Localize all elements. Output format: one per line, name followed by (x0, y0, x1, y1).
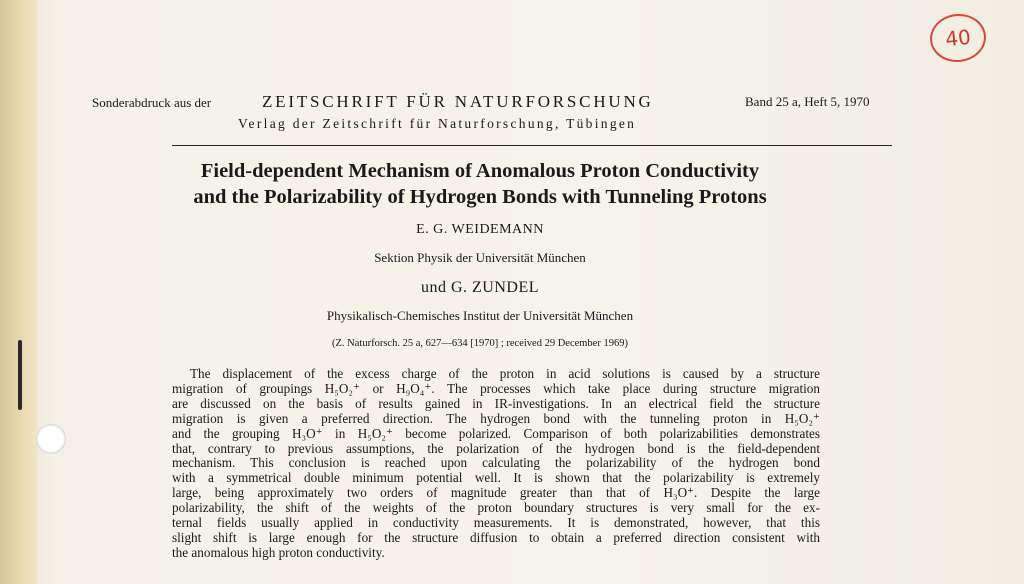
article-title-line-2: and the Polarizability of Hydrogen Bonds with Tunneling Protons (193, 186, 767, 208)
punch-hole (36, 424, 66, 454)
binding-strip (0, 0, 40, 584)
abstract-line: and the grouping H₃O⁺ in H₅O₂⁺ become polarized. Comparison of both polarizabilities demonstrates (172, 425, 820, 441)
volume-issue: Band 25 a, Heft 5, 1970 (745, 94, 870, 109)
affiliation-1: Sektion Physik der Universität München (374, 250, 586, 265)
page-number-stamp (928, 11, 989, 65)
abstract-line: ternal fields usually applied in conductivity measurements. It is demonstrated, however, that this (172, 515, 820, 531)
author-1: E. G. WEIDEMANN (416, 222, 544, 237)
author-2: und G. ZUNDEL (420, 279, 540, 296)
header-rule (172, 145, 892, 146)
citation: (Z. Naturforsch. 25 a, 627—634 [1970] ; received 29 December 1969) (332, 338, 628, 349)
abstract-line: mechanism. This conclusion is reached upon calculating the polarizability of the hydrogen bond (172, 455, 820, 471)
page-number: 40 (944, 24, 972, 52)
abstract-line: migration of groupings H₅O₂⁺ or H₉O₄⁺. The processes which take place during structure migration (172, 380, 820, 396)
journal-name: ZEITSCHRIFT FÜR NATURFORSCHUNG (262, 92, 654, 111)
abstract-line: The displacement of the excess charge of the proton in acid solutions is caused by a structure (190, 366, 820, 381)
abstract (172, 367, 820, 561)
abstract-line: migration is given a preferred direction. The hydrogen bond with the tunneling proton in H₅O₂⁺ (172, 410, 820, 426)
abstract-line: with a symmetrical double minimum potential well. It is shown that the polarizability is extremely (172, 470, 820, 486)
abstract-line: are discussed on the basis of results gained in IR-investigations. In an electrical field the structure (172, 395, 820, 411)
binding-mark (18, 340, 22, 410)
abstract-line: the anomalous high proton conductivity. (172, 544, 385, 560)
abstract-line: that, contrary to previous assumptions, the polarization of the hydrogen bond is the field-dependent (172, 440, 820, 456)
publisher-line: Verlag der Zeitschrift für Naturforschung, Tübingen (238, 116, 637, 131)
offprint-note: Sonderabdruck aus der (92, 95, 212, 110)
article-title-line-1: Field-dependent Mechanism of Anomalous Proton Conductivity (200, 160, 760, 182)
abstract-line: large, being approximately two orders of magnitude greater than that of H₃O⁺. Despite the large (172, 485, 820, 501)
abstract-line: polarizability, the shift of the weights of the proton boundary structures is very small for the ex- (172, 500, 820, 516)
abstract-line: slight shift is large enough for the structure diffusion to obtain a preferred direction consistent with (172, 529, 820, 545)
affiliation-2: Physikalisch-Chemisches Institut der Universität München (326, 308, 634, 323)
